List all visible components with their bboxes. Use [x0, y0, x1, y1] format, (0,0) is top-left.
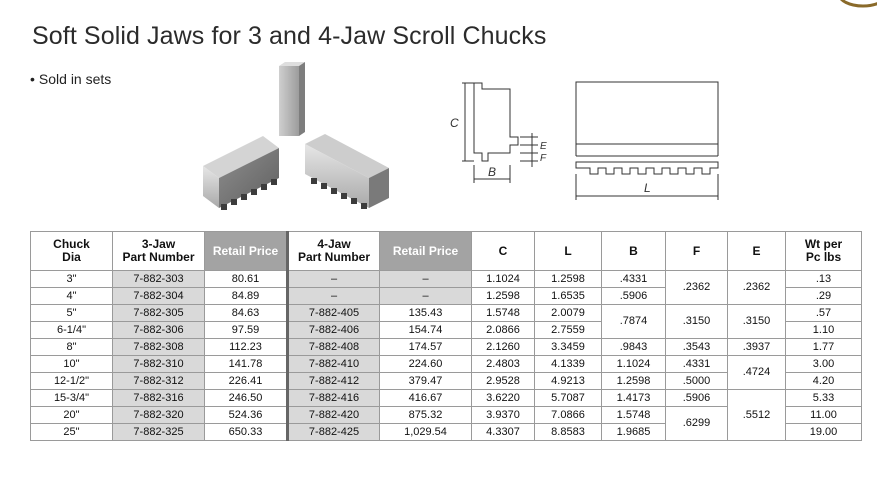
cell-e: .2362	[728, 271, 786, 305]
column-header	[380, 232, 472, 271]
cell-p4: 7-882-410	[288, 356, 380, 373]
cell-p3: 7-882-305	[113, 305, 205, 322]
column-header	[113, 232, 205, 271]
cell-l: 4.9213	[535, 373, 602, 390]
cell-r4: 1,029.54	[380, 424, 472, 441]
cell-dia: 5"	[31, 305, 113, 322]
cell-p4: 7-882-406	[288, 322, 380, 339]
cell-f: .5000	[666, 373, 728, 390]
table-row	[31, 305, 862, 322]
column-header-line1: Chuck	[53, 237, 90, 251]
column-header	[31, 232, 113, 271]
cell-c: 1.1024	[472, 271, 535, 288]
cell-c: 2.4803	[472, 356, 535, 373]
cell-r4: 224.60	[380, 356, 472, 373]
cell-l: 3.3459	[535, 339, 602, 356]
cell-p4: 7-882-412	[288, 373, 380, 390]
table-row	[31, 271, 862, 288]
cell-f: .2362	[666, 271, 728, 305]
top-view-drawing	[570, 76, 722, 204]
cell-e: .5512	[728, 390, 786, 441]
column-header	[602, 232, 666, 271]
cell-p4: 7-882-425	[288, 424, 380, 441]
cell-b: .5906	[602, 288, 666, 305]
cell-r3: 226.41	[205, 373, 288, 390]
cell-c: 3.9370	[472, 407, 535, 424]
cell-p3: 7-882-310	[113, 356, 205, 373]
cell-f: .3543	[666, 339, 728, 356]
product-photo	[193, 58, 393, 220]
cell-wt: 4.20	[786, 373, 862, 390]
cell-f: .5906	[666, 390, 728, 407]
cell-r4: 154.74	[380, 322, 472, 339]
cell-p3: 7-882-325	[113, 424, 205, 441]
cell-r3: 141.78	[205, 356, 288, 373]
column-header-line1: B	[629, 243, 638, 258]
page-title: Soft Solid Jaws for 3 and 4-Jaw Scroll Chucks	[32, 22, 547, 50]
cell-b: 1.9685	[602, 424, 666, 441]
cell-wt: 19.00	[786, 424, 862, 441]
cell-l: 5.7087	[535, 390, 602, 407]
cell-dia: 10"	[31, 356, 113, 373]
cell-p4: –	[288, 271, 380, 288]
cell-dia: 3"	[31, 271, 113, 288]
column-header	[786, 232, 862, 271]
cell-r4: 379.47	[380, 373, 472, 390]
cell-b: .4331	[602, 271, 666, 288]
cell-b: 1.2598	[602, 373, 666, 390]
column-header-line1: Wt per	[804, 237, 843, 251]
cell-l: 8.8583	[535, 424, 602, 441]
cell-e: .3937	[728, 339, 786, 356]
column-header	[288, 232, 380, 271]
table-header-row	[31, 232, 862, 271]
table-body	[31, 271, 862, 441]
cell-l: 2.7559	[535, 322, 602, 339]
cell-wt: 5.33	[786, 390, 862, 407]
column-header	[535, 232, 602, 271]
cell-wt: .29	[786, 288, 862, 305]
cell-r3: 246.50	[205, 390, 288, 407]
column-header-line1: L	[564, 243, 572, 258]
column-header	[728, 232, 786, 271]
cell-b: 1.1024	[602, 356, 666, 373]
cell-r3: 524.36	[205, 407, 288, 424]
cell-r4: 174.57	[380, 339, 472, 356]
column-header-line1: 4-Jaw	[317, 237, 351, 251]
column-header-line1: C	[498, 243, 508, 258]
cell-wt: 3.00	[786, 356, 862, 373]
dimension-l-label: L	[644, 181, 651, 195]
cell-r4: –	[380, 288, 472, 305]
column-header-line2: Part Number	[122, 250, 195, 264]
cell-dia: 20"	[31, 407, 113, 424]
bullet-icon: •	[30, 71, 35, 87]
bullet-text: Sold in sets	[38, 71, 112, 87]
cell-r3: 97.59	[205, 322, 288, 339]
column-header-line1: Retail Price	[212, 243, 279, 258]
column-header-line1: 3-Jaw	[141, 237, 176, 251]
column-header	[666, 232, 728, 271]
cell-wt: 11.00	[786, 407, 862, 424]
cell-wt: .13	[786, 271, 862, 288]
cell-p4: –	[288, 288, 380, 305]
cell-f: .6299	[666, 407, 728, 441]
cell-r4: –	[380, 271, 472, 288]
cell-dia: 8"	[31, 339, 113, 356]
cell-p3: 7-882-306	[113, 322, 205, 339]
cell-c: 2.9528	[472, 373, 535, 390]
column-header	[205, 232, 288, 271]
cell-p3: 7-882-304	[113, 288, 205, 305]
column-header-line2: Part Number	[297, 250, 371, 264]
cell-c: 2.0866	[472, 322, 535, 339]
cell-wt: 1.77	[786, 339, 862, 356]
cell-p3: 7-882-303	[113, 271, 205, 288]
cell-c: 2.1260	[472, 339, 535, 356]
cell-dia: 6-1/4"	[31, 322, 113, 339]
specification-table	[30, 231, 862, 441]
sold-in-sets-note	[30, 71, 111, 87]
cell-l: 1.6535	[535, 288, 602, 305]
table-row	[31, 356, 862, 373]
cell-l: 2.0079	[535, 305, 602, 322]
dimension-c-label: C	[450, 116, 459, 130]
cell-p4: 7-882-416	[288, 390, 380, 407]
cell-r3: 84.89	[205, 288, 288, 305]
cell-b: .9843	[602, 339, 666, 356]
cell-l: 7.0866	[535, 407, 602, 424]
cell-c: 3.6220	[472, 390, 535, 407]
cell-c: 1.5748	[472, 305, 535, 322]
cell-b: 1.4173	[602, 390, 666, 407]
cell-dia: 25"	[31, 424, 113, 441]
dimension-f-label: F	[540, 153, 547, 164]
cell-p3: 7-882-320	[113, 407, 205, 424]
column-header-line1: Retail Price	[392, 243, 459, 258]
cell-f: .4331	[666, 356, 728, 373]
table-row	[31, 390, 862, 407]
cell-r3: 650.33	[205, 424, 288, 441]
cell-l: 4.1339	[535, 356, 602, 373]
cell-r3: 112.23	[205, 339, 288, 356]
cell-f: .3150	[666, 305, 728, 339]
cell-p4: 7-882-405	[288, 305, 380, 322]
cell-p4: 7-882-420	[288, 407, 380, 424]
column-header	[472, 232, 535, 271]
cell-c: 1.2598	[472, 288, 535, 305]
column-header-line1: E	[752, 243, 761, 258]
cell-p3: 7-882-308	[113, 339, 205, 356]
column-header-line1: F	[692, 243, 701, 258]
cell-e: .4724	[728, 356, 786, 390]
side-view-drawing	[442, 75, 560, 190]
cell-wt: 1.10	[786, 322, 862, 339]
cell-dia: 12-1/2"	[31, 373, 113, 390]
cell-r3: 80.61	[205, 271, 288, 288]
cell-b: 1.5748	[602, 407, 666, 424]
cell-r4: 875.32	[380, 407, 472, 424]
cell-p4: 7-882-408	[288, 339, 380, 356]
cell-dia: 15-3/4"	[31, 390, 113, 407]
column-header-line2: Pc lbs	[805, 250, 842, 264]
cell-dia: 4"	[31, 288, 113, 305]
cell-c: 4.3307	[472, 424, 535, 441]
table-row	[31, 339, 862, 356]
cell-wt: .57	[786, 305, 862, 322]
cell-p3: 7-882-312	[113, 373, 205, 390]
dimension-e-label: E	[540, 141, 547, 152]
cell-r3: 84.63	[205, 305, 288, 322]
cell-b: .7874	[602, 305, 666, 339]
cell-r4: 416.67	[380, 390, 472, 407]
column-header-line2: Dia	[62, 250, 81, 264]
cell-l: 1.2598	[535, 271, 602, 288]
cell-e: .3150	[728, 305, 786, 339]
corner-decoration	[833, 0, 877, 8]
cell-p3: 7-882-316	[113, 390, 205, 407]
dimension-b-label: B	[488, 165, 497, 179]
cell-r4: 135.43	[380, 305, 472, 322]
